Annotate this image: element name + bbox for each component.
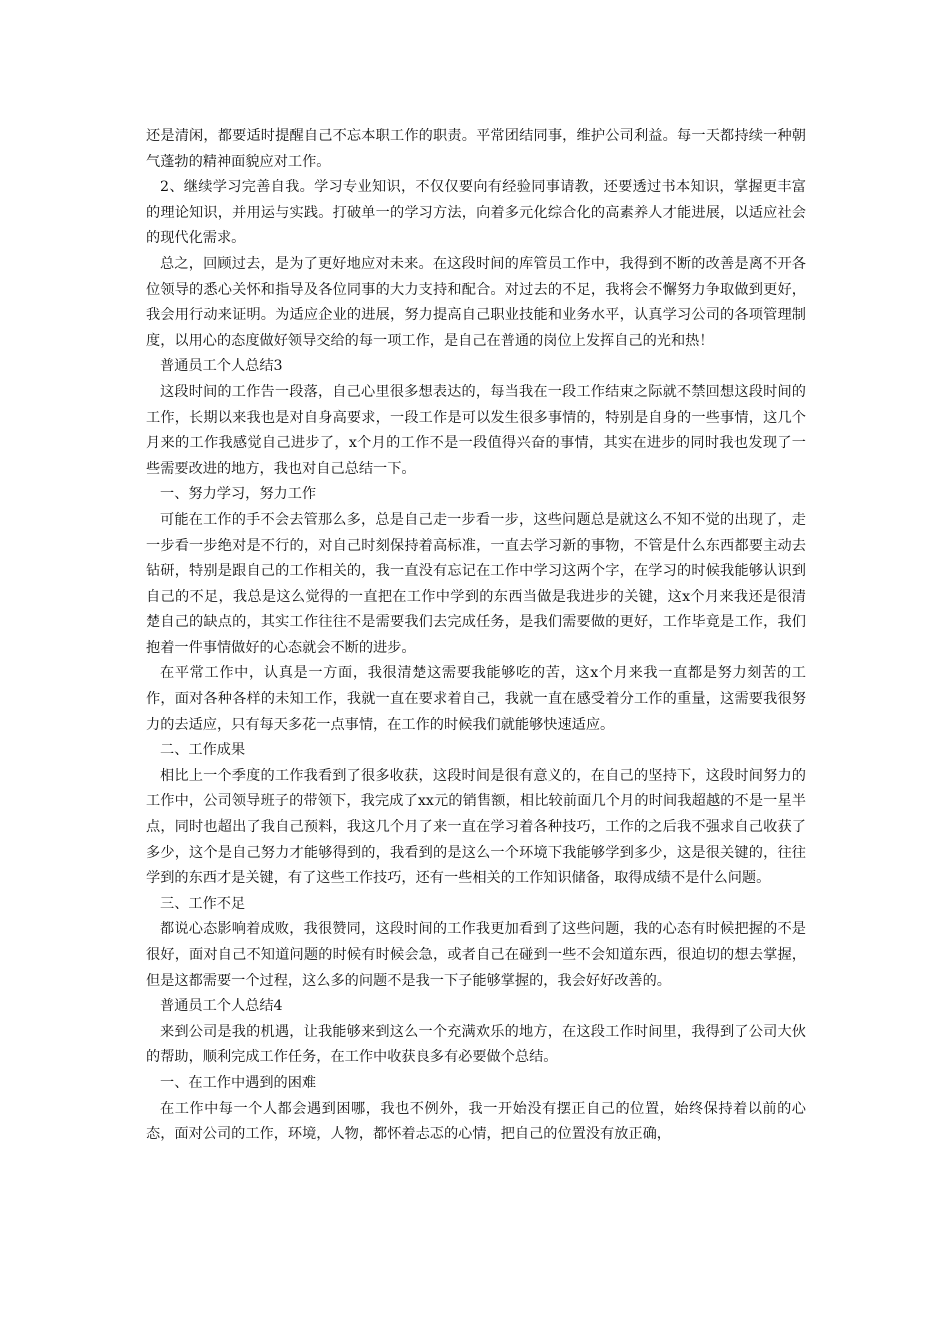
- section-heading: 普通员工个人总结3: [160, 358, 283, 375]
- paragraph: 在平常工作中，认真是一方面，我很清楚这需要我能够吃的苦，这x个月来我一直都是努力刻苦的工作，面对各种各样的未知工作，我就一直在要求着自己，我就一直在感受着分工作的重量，这需要我很努力的去适应，只有每天多花一点事情，在工作的时候我们就能够快速适应。: [146, 665, 806, 733]
- section-heading: 普通员工个人总结4: [160, 998, 283, 1015]
- paragraph: 2、继续学习完善自我。学习专业知识，不仅仅要向有经验同事请教，还要透过书本知识，掌握更丰富的理论知识，并用运与实践。打破单一的学习方法，向着多元化综合化的高素养人才能进展，以适应社会的现代化需求。: [146, 179, 806, 247]
- section-heading: 一、努力学习，努力工作: [160, 486, 317, 503]
- paragraph: 还是清闲，都要适时提醒自己不忘本职工作的职责。平常团结同事，维护公司利益。每一天都持续一种朝气蓬勃的精神面貌应对工作。: [146, 128, 806, 170]
- paragraph: 总之，回顾过去，是为了更好地应对未来。在这段时间的库管员工作中，我得到不断的改善是离不开各位领导的悉心关怀和指导及各位同事的大力支持和配合。对过去的不足，我将会不懈努力争取做到更好，我会用行动来证明。为适应企业的进展，努力提高自己职业技能和业务水平，认真学习公司的各项管理制度，以用心的态度做好领导交给的每一项工作，是自己在普通的岗位上发挥自己的光和热！: [146, 255, 806, 349]
- paragraph: 可能在工作的手不会去管那么多，总是自己走一步看一步，这些问题总是就这么不知不觉的出现了，走一步看一步绝对是不行的，对自己时刻保持着高标准，一直去学习新的事物，不管是什么东西都要主动去钻研，特别是跟自己的工作相关的，我一直没有忘记在工作中学习这两个字，在学习的时候我能够认识到自己的不足，我总是这么觉得的一直把在工作中学到的东西当做是我进步的关键，这x个月来我还是很清楚自己的缺点的，其实工作往往不是需要我们去完成任务，是我们需要做的更好，工作毕竟是工作，我们抱着一件事情做好的心态就会不断的进步。: [146, 511, 806, 656]
- paragraph: 都说心态影响着成败，我很赞同，这段时间的工作我更加看到了这些问题，我的心态有时候把握的不是很好，面对自己不知道问题的时候有时候会急，或者自己在碰到一些不会知道东西，很迫切的想去掌握，但是这都需要一个过程，这么多的问题不是我一下子能够掌握的，我会好好改善的。: [146, 921, 806, 989]
- paragraph: 来到公司是我的机遇，让我能够来到这么一个充满欢乐的地方，在这段工作时间里，我得到了公司大伙的帮助，顺利完成工作任务，在工作中收获良多有必要做个总结。: [146, 1023, 806, 1066]
- paragraph: 相比上一个季度的工作我看到了很多收获，这段时间是很有意义的，在自己的坚持下，这段时间努力的工作中，公司领导班子的带领下，我完成了xx元的销售额，相比较前面几个月的时间我超越的不是一星半点，同时也超出了我自己预料，我这几个月了来一直在学习着各种技巧，工作的之后我不强求自己收获了多少，这个是自己努力才能够得到的，我看到的是这么一个环境下我能够学到多少，这是很关键的，往往学到的东西才是关键，有了这些工作技巧，还有一些相关的工作知识储备，取得成绩不是什么问题。: [146, 767, 806, 887]
- section-heading: 一、在工作中遇到的困难: [160, 1074, 317, 1091]
- paragraph: 这段时间的工作告一段落，自己心里很多想表达的，每当我在一段工作结束之际就不禁回想这段时间的工作，长期以来我也是对自身高要求，一段工作是可以发生很多事情的，特别是自身的一些事情，这几个月来的工作我感觉自己进步了，x个月的工作不是一段值得兴奋的事情，其实在进步的同时我也发现了一些需要改进的地方，我也对自己总结一下。: [146, 383, 806, 477]
- section-heading: 三、工作不足: [160, 895, 246, 912]
- paragraph: 在工作中每一个人都会遇到困哪，我也不例外，我一开始没有摆正自己的位置，始终保持着以前的心态，面对公司的工作，环境，人物，都怀着忐忑的心情，把自己的位置没有放正确，: [146, 1100, 806, 1143]
- document-page: [146, 124, 806, 1148]
- section-heading: 二、工作成果: [160, 742, 246, 759]
